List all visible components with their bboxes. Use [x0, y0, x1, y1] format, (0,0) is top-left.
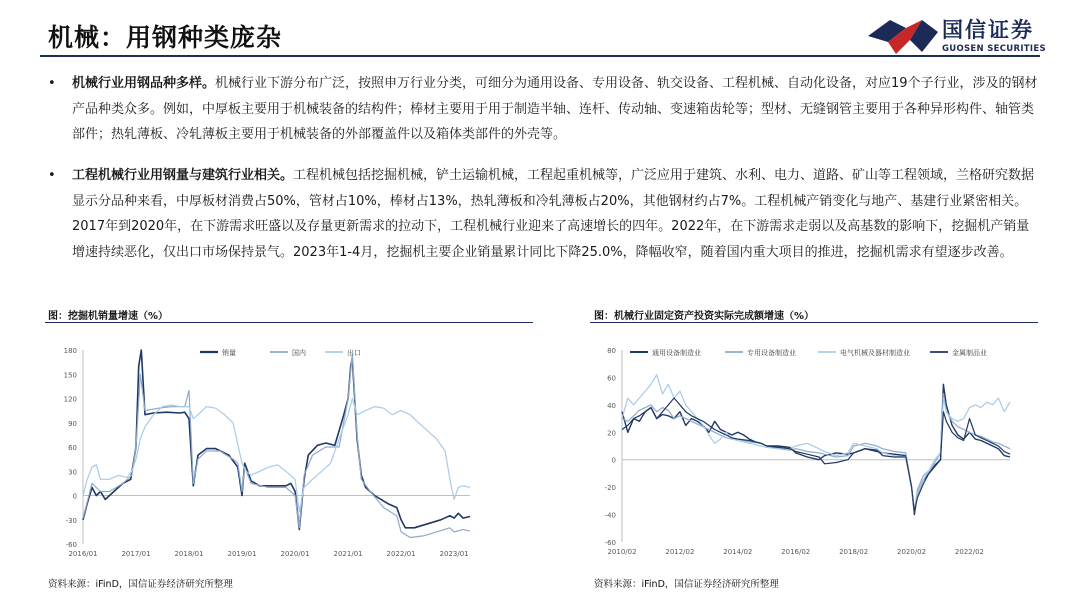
- legend-label: 电气机械及器材制造业: [840, 349, 910, 357]
- series-line-3: [83, 399, 470, 512]
- bullet-body: 工程机械包括挖掘机械，铲土运输机械，工程起重机械等，广泛应用于建筑、水利、电力、道路、矿山等工程领域，兰格研究数据显示分品种来看，中厚板材消费占50%，管材占10%，棒材占13%，热轧薄板和冷轧薄板占20%，其他钢材约占7%。工程机械产销变化与地产、基建行业紧密相关。2017年到2020年，在下游需求旺盛以及存量更新需求的拉动下，工程机械行业迎来了高速增长的四年。2022年，在下游需求走弱以及高基数的影响下，挖掘机产销量增速持续恶化，仅出口市场保持景气。2023年1-4月，挖掘机主要企业销量累计同比下降25.0%，降幅收窄，随着国内重大项目的推进，挖掘机需求有望逐步改善。: [72, 168, 1035, 260]
- y-tick-label: 30: [68, 468, 77, 477]
- bullet-construction-machinery: [48, 163, 1038, 265]
- x-tick-label: 2010/02: [607, 548, 637, 556]
- y-tick-label: 90: [68, 419, 77, 428]
- x-tick-label: 2017/01: [121, 550, 151, 558]
- figure-title-excavator: 图：挖掘机销量增速（%）: [48, 311, 169, 322]
- bullet-lead: 工程机械行业用钢量与建筑行业相关。: [72, 168, 294, 183]
- title-divider: [40, 55, 1040, 57]
- y-tick-label: 60: [68, 444, 77, 452]
- y-tick-label: 150: [63, 371, 77, 380]
- figure-title-fixed-asset: 图：机械行业固定资产投资实际完成额增速（%）: [594, 311, 815, 322]
- y-tick-label: -20: [604, 484, 616, 493]
- x-tick-label: 2016/01: [68, 550, 98, 558]
- chart-excavator-sales: [45, 334, 535, 566]
- legend-label: 出口: [347, 349, 361, 357]
- figure-source: 资料来源：iFinD，国信证券经济研究所整理: [48, 579, 233, 590]
- bullet-text: [72, 163, 1038, 265]
- figure-divider: [590, 322, 1038, 323]
- y-tick-label: 60: [607, 374, 616, 383]
- bullet-marker: •: [48, 168, 56, 183]
- y-tick-label: 80: [607, 347, 616, 355]
- x-tick-label: 2018/01: [174, 550, 204, 558]
- logo-subtitle: GUOSEN SECURITIES: [942, 44, 1046, 54]
- figure-divider: [45, 322, 533, 323]
- legend-label: 国内: [292, 349, 306, 357]
- x-tick-label: 2012/02: [665, 548, 695, 556]
- page-title: 机械：用钢种类庞杂: [48, 23, 283, 52]
- x-tick-label: 2022/02: [954, 548, 985, 556]
- legend-label: 专用设备制造业: [747, 349, 796, 357]
- x-tick-label: 2019/01: [227, 550, 257, 558]
- bullet-marker: •: [48, 76, 56, 91]
- series-line-2: [83, 354, 470, 538]
- series-line-1: [622, 384, 1010, 514]
- x-tick-label: 2022/01: [386, 550, 416, 558]
- legend-label: 销量: [222, 349, 236, 357]
- y-tick-label: 40: [607, 401, 616, 410]
- bullet-text: [72, 71, 1038, 148]
- x-tick-label: 2020/01: [280, 550, 310, 558]
- x-tick-label: 2014/02: [723, 548, 753, 556]
- legend-label: 金属制品业: [952, 349, 987, 357]
- bullet-body: 机械行业下游分布广泛，按照申万行业分类，可细分为通用设备、专用设备、轨交设备、工程机械、自动化设备，对应19个子行业，涉及的钢材产品种类众多。例如，中厚板主要用于机械装备的结构件；棒材主要用于用于制造半轴、连杆、传动轴、变速箱齿轮等；型材、无缝钢管主要用于各种异形构件、轴管类部件；热轧薄板、冷轧薄板主要用于机械装备的外部覆盖件以及箱体类部件的外壳等。: [72, 76, 1038, 143]
- x-tick-label: 2020/02: [897, 548, 927, 556]
- y-tick-label: -40: [604, 511, 616, 520]
- y-tick-label: 20: [607, 429, 616, 438]
- y-tick-label: -60: [604, 539, 616, 547]
- series-line-4: [622, 398, 1010, 512]
- bullet-lead: 机械行业用钢品种多样。: [72, 76, 216, 91]
- bullet-machinery-steel: [48, 71, 1038, 148]
- series-line-3: [622, 375, 1010, 512]
- y-tick-label: 0: [611, 456, 616, 465]
- chart-machinery-investment: [590, 334, 1040, 566]
- legend-label: 通用设备制造业: [652, 349, 701, 357]
- y-tick-label: 120: [63, 395, 77, 404]
- x-tick-label: 2018/02: [839, 548, 869, 556]
- y-tick-label: 180: [63, 347, 77, 355]
- x-tick-label: 2023/01: [439, 550, 469, 558]
- y-tick-label: 0: [72, 492, 77, 501]
- logo-name: 国信证券: [942, 18, 1034, 42]
- x-tick-label: 2016/02: [781, 548, 811, 556]
- figure-source: 资料来源：iFinD，国信证券经济研究所整理: [594, 579, 779, 590]
- x-tick-label: 2021/01: [333, 550, 363, 558]
- y-tick-label: -60: [65, 541, 77, 549]
- y-tick-label: -30: [65, 516, 77, 525]
